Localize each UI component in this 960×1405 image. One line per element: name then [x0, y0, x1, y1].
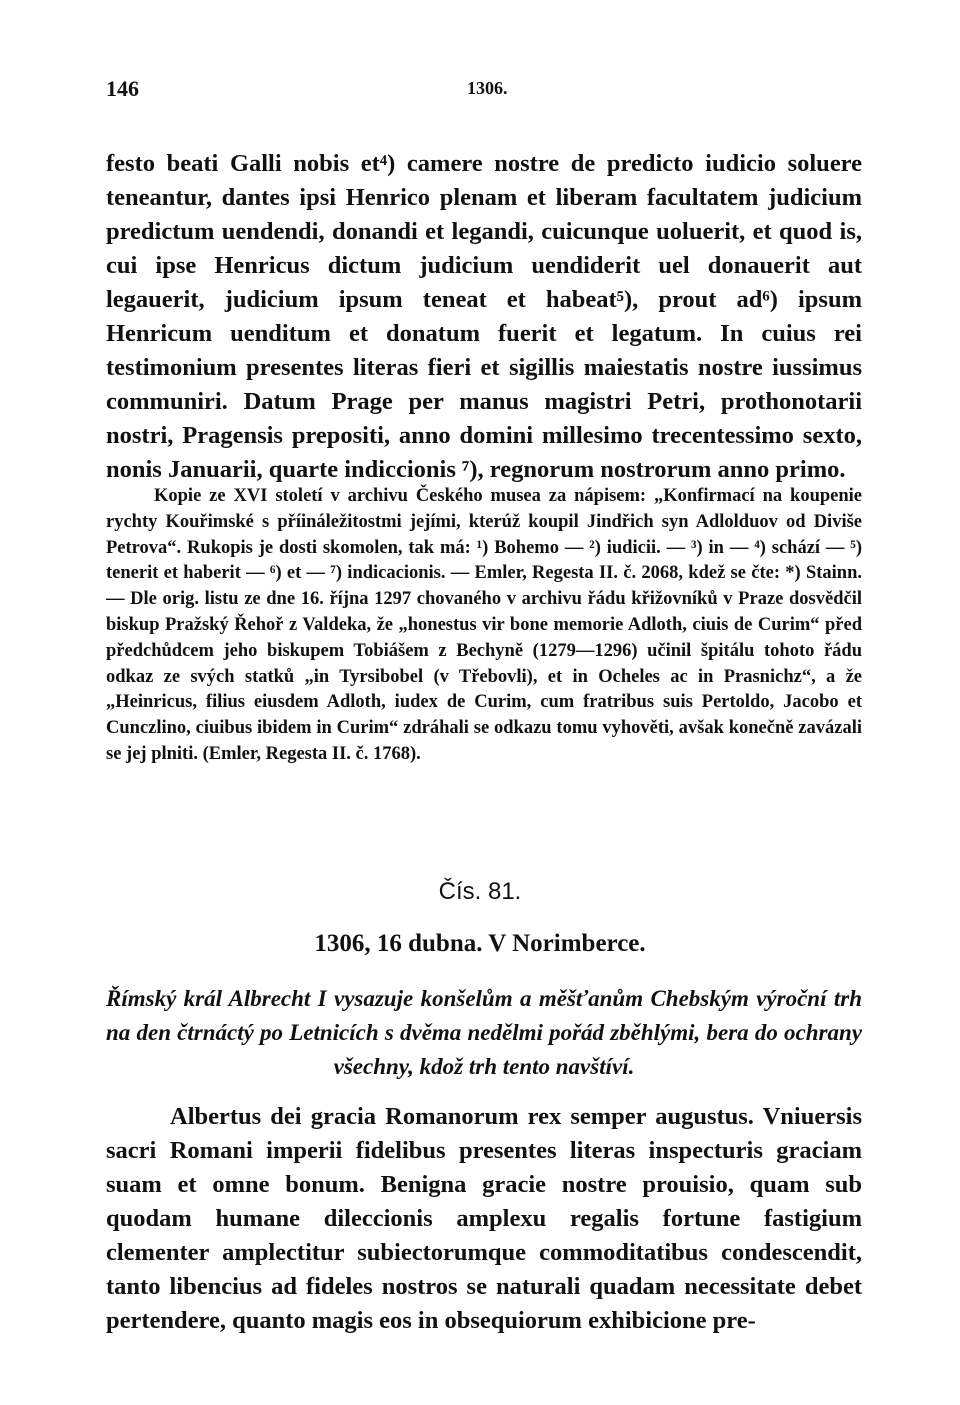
document-regest: Římský král Albrecht I vysazuje konšelům a měšťanům Chebským výroční trh na den čtrnáctý po Letnicích s dvěma nedělmi pořád zběhlými, bera do ochrany všechny, kdož trh tento navštíví. [106, 986, 862, 1079]
document-date-place: 1306, 16 dubna. V Norimberce. [314, 930, 646, 957]
document-number: Čís. 81. [438, 878, 522, 905]
continuation-text: festo beati Galli nobis et⁴) camere nostre de predicto iudicio soluere teneantur, dantes ipsi Henrico plenam et liberam facultatem judicium predictum uendendi, donandi et legandi, cuicunque uoluerit, et quod is, cui ipse Henricus dictum judicium uendiderit uel donauerit aut legauerit, judicium ipsum teneat et habeat⁵), prout ad⁶) ipsum Henricum uenditum et donatum fuerit et legatum. In cuius rei testimonium presentes literas fieri et sigillis maiestatis nostre iussimus communiri. Datum Prage per manus magistri Petri, prothonotarii nostri, Pragensis prepositi, anno domini millesimo trecentessimo sexto, nonis Januarii, quarte indiccionis ⁷), regnorum nostrorum anno primo. [106, 150, 862, 483]
continuation-paragraph [106, 147, 862, 487]
page-number: 146 [106, 76, 139, 101]
document-text-paragraph [106, 1100, 862, 1338]
document-text: Albertus dei gracia Romanorum rex semper augustus. Vniuersis sacri Romani imperii fidelibus presentes literas inspecturis graciam suam et omne bonum. Benigna gracie nostre prouisio, quam sub quodam humane dileccionis amplexu regalis fortune fastigium clementer amplectitur subiectorumque commoditatibus condescendit, tanto libencius ad fideles nostros se naturali quadam necessitate debet pertendere, quanto magis eos in obsequiorum exhibicione pre- [106, 1103, 862, 1334]
source-note: Kopie ze XVI století v archivu Českého musea za nápisem: „Konfirmací na koupenie rychty Kouřimské s příináležitostmi jejími, kterúž koupil Jindřich syn Adlolduov od Diviše Petrova“. Rukopis je dosti skomolen, tak má: ¹) Bohemo — ²) iudicii. — ³) in — ⁴) schází — ⁵) tenerit et haberit — ⁶) et — ⁷) indicacionis. — Emler, Regesta II. č. 2068, kdež se čte: *) Stainn. — Dle orig. listu ze dne 16. října 1297 chovaného v archivu řádu křižovníků v Praze dosvědčil biskup Pražský Řehoř z Valdeka, že „honestus vir bone memorie Adloth, ciuis de Curim“ před předchůdcem jeho biskupem Tobiášem z Bechyně (1279—1296) učinil špitálu tohoto řádu odkaz ze svých statků „in Tyrsibobel (v Třebovli), et in Ocheles ac in Prasnichz“, a že „Heinricus, filius eiusdem Adloth, iudex de Curim, cum fratribus suis Pertoldo, Jacobo et Cunczlino, ciuibus ibidem in Curim“ zdráhali se odkazu tomu vyhověti, avšak konečně zavázali se jej plniti. (Emler, Regesta II. č. 1768). [106, 486, 862, 764]
running-head: 1306. [467, 78, 508, 98]
